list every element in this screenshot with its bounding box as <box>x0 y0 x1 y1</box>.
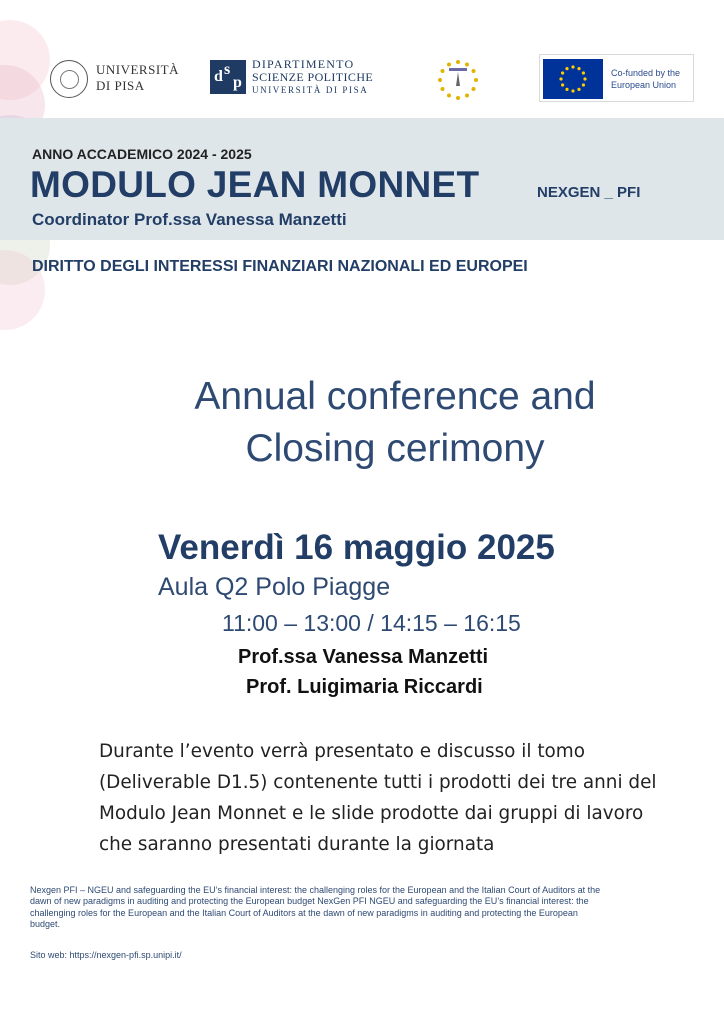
speaker-2: Prof. Luigimaria Riccardi <box>246 676 483 698</box>
event-time: 11:00 – 13:00 / 14:15 – 16:15 <box>222 610 521 636</box>
website-link[interactable]: Sito web: https://nexgen-pfi.sp.unipi.it/ <box>30 950 182 960</box>
project-note-line: challenging roles for the European and the Italian Court of Auditors at the dawn of new paradigms in auditing and protecting the European <box>30 907 578 918</box>
event-date: Venerdì 16 maggio 2025 <box>158 528 555 567</box>
university-of-pisa-logo <box>50 56 190 102</box>
event-title-line1: Annual conference and <box>194 375 596 418</box>
coordinator: Coordinator Prof.ssa Vanessa Manzetti <box>32 210 347 229</box>
event-venue: Aula Q2 Polo Piagge <box>158 573 391 601</box>
department-mark-letter-p: p <box>233 74 242 91</box>
department-mark-letter-s: s <box>224 61 231 78</box>
course-title: DIRITTO DEGLI INTERESSI FINANZIARI NAZIONALI ED EUROPEI <box>32 258 528 275</box>
eu-cofunded-logo <box>539 54 694 102</box>
module-title: MODULO JEAN MONNET <box>30 164 480 205</box>
project-note-line: dawn of new paradigms in auditing and protecting the European budget NexGen PFI NGEU and safeguarding the EU’s financial interest: the <box>30 896 589 907</box>
star-circle-icon <box>434 56 482 104</box>
department-line1: DIPARTIMENTO <box>252 57 355 71</box>
project-note-line: budget. <box>30 918 61 929</box>
eu-text-line1: Co-funded by the <box>611 68 681 78</box>
project-note-line: Nexgen PFI – NGEU and safeguarding the EU’s financial interest: the challenging roles for the European and the Italian Court of Auditors at the <box>30 885 601 895</box>
module-subtitle: NEXGEN _ PFI <box>537 184 641 201</box>
department-line3: UNIVERSITÀ DI PISA <box>252 85 369 95</box>
department-line2: SCIENZE POLITICHE <box>252 70 374 84</box>
eu-text-line2: European Union <box>611 80 677 90</box>
speaker-1: Prof.ssa Vanessa Manzetti <box>238 646 489 668</box>
academic-year: ANNO ACCADEMICO 2024 - 2025 <box>32 146 252 162</box>
event-title-line2: Closing cerimony <box>245 427 545 470</box>
description-line: (Deliverable D1.5) contenente tutti i prodotti dei tre anni del <box>99 772 657 793</box>
department-logo <box>210 58 385 98</box>
university-seal-icon <box>50 60 88 98</box>
eu-flag-icon <box>543 59 603 99</box>
university-name-line2: DI PISA <box>96 78 145 93</box>
department-mark-letter-d: d <box>214 68 223 85</box>
description-line: Durante l’evento verrà presentato e discusso il tomo <box>99 741 585 762</box>
university-name-line1: UNIVERSITÀ <box>96 62 179 77</box>
event-description <box>99 736 709 860</box>
description-line: Modulo Jean Monnet e le slide prodotte dai gruppi di lavoro <box>99 803 644 824</box>
description-line: che saranno presentati durante la giornata <box>99 834 495 855</box>
project-note <box>30 885 695 930</box>
department-mark-icon <box>210 60 246 94</box>
